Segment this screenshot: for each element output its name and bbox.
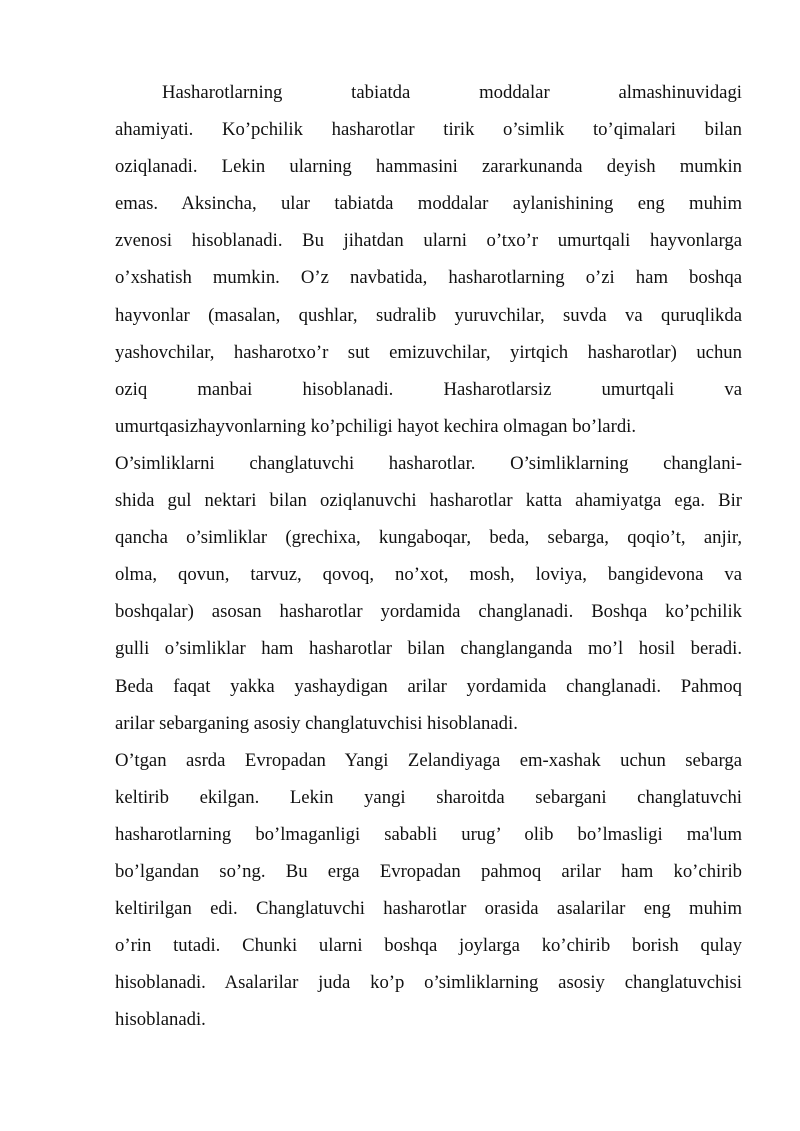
text-line: gulli o’simliklar ham hasharotlar bilan changlanganda mo’l hosil beradi.: [115, 638, 742, 660]
text-line: yashovchilar, hasharotxo’r sut emizuvchilar, yirtqich hasharotlar) uchun: [115, 341, 742, 363]
text-line: boshqalar) asosan hasharotlar yordamida changlanadi. Boshqa ko’pchilik: [115, 601, 742, 623]
text-line: olma, qovun, tarvuz, qovoq, no’xot, mosh, loviya, bangidevona va: [115, 564, 742, 586]
text-line: oziq manbai hisoblanadi. Hasharotlarsiz umurtqali va: [115, 378, 742, 400]
text-line: emas. Aksincha, ular tabiatda moddalar aylanishining eng muhim: [115, 193, 742, 215]
text-line: hayvonlar (masalan, qushlar, sudralib yuruvchilar, suvda va quruqlikda: [115, 304, 742, 326]
text-line: keltirib ekilgan. Lekin yangi sharoitda sebargani changlatuvchi: [115, 786, 742, 808]
text-line: hasharotlarning bo’lmaganligi sababli urug’ olib bo’lmasligi ma'lum: [115, 823, 742, 845]
text-line: keltirilgan edi. Changlatuvchi hasharotlar orasida asalarilar eng muhim: [115, 898, 742, 920]
text-line: O’simliklarni changlatuvchi hasharotlar. O’simliklarning changlani-: [115, 452, 742, 474]
text-line: umurtqasizhayvonlarning ko’pchiligi hayot kechira olmagan bo’lardi.: [115, 415, 637, 437]
text-line: hisoblanadi.: [115, 1009, 206, 1031]
text-line: hisoblanadi. Asalarilar juda ko’p o’simliklarning asosiy changlatuvchisi: [115, 972, 742, 994]
text-line: arilar sebarganing asosiy changlatuvchisi hisoblanadi.: [115, 712, 518, 734]
text-line: O’tgan asrda Evropadan Yangi Zelandiyaga em-xashak uchun sebarga: [115, 749, 742, 771]
body-text: [115, 74, 742, 1038]
text-line: shida gul nektari bilan oziqlanuvchi hasharotlar katta ahamiyatga ega. Bir: [115, 490, 742, 512]
text-line: o’rin tutadi. Chunki ularni boshqa joylarga ko’chirib borish qulay: [115, 935, 742, 957]
text-line: Beda faqat yakka yashaydigan arilar yordamida changlanadi. Pahmoq: [115, 675, 742, 697]
text-line: ahamiyati. Ko’pchilik hasharotlar tirik o’simlik to’qimalari bilan: [115, 119, 742, 141]
text-line: qancha o’simliklar (grechixa, kungaboqar, beda, sebarga, qoqio’t, anjir,: [115, 527, 742, 549]
text-line: Hasharotlarning tabiatda moddalar almashinuvidagi: [162, 82, 742, 103]
text-line: o’xshatish mumkin. O’z navbatida, hasharotlarning o’zi ham boshqa: [115, 267, 742, 289]
text-line: zvenosi hisoblanadi. Bu jihatdan ularni o’txo’r umurtqali hayvonlarga: [115, 230, 742, 252]
text-line: bo’lgandan so’ng. Bu erga Evropadan pahmoq arilar ham ko’chirib: [115, 860, 742, 882]
text-line: oziqlanadi. Lekin ularning hammasini zararkunanda deyish mumkin: [115, 156, 742, 178]
